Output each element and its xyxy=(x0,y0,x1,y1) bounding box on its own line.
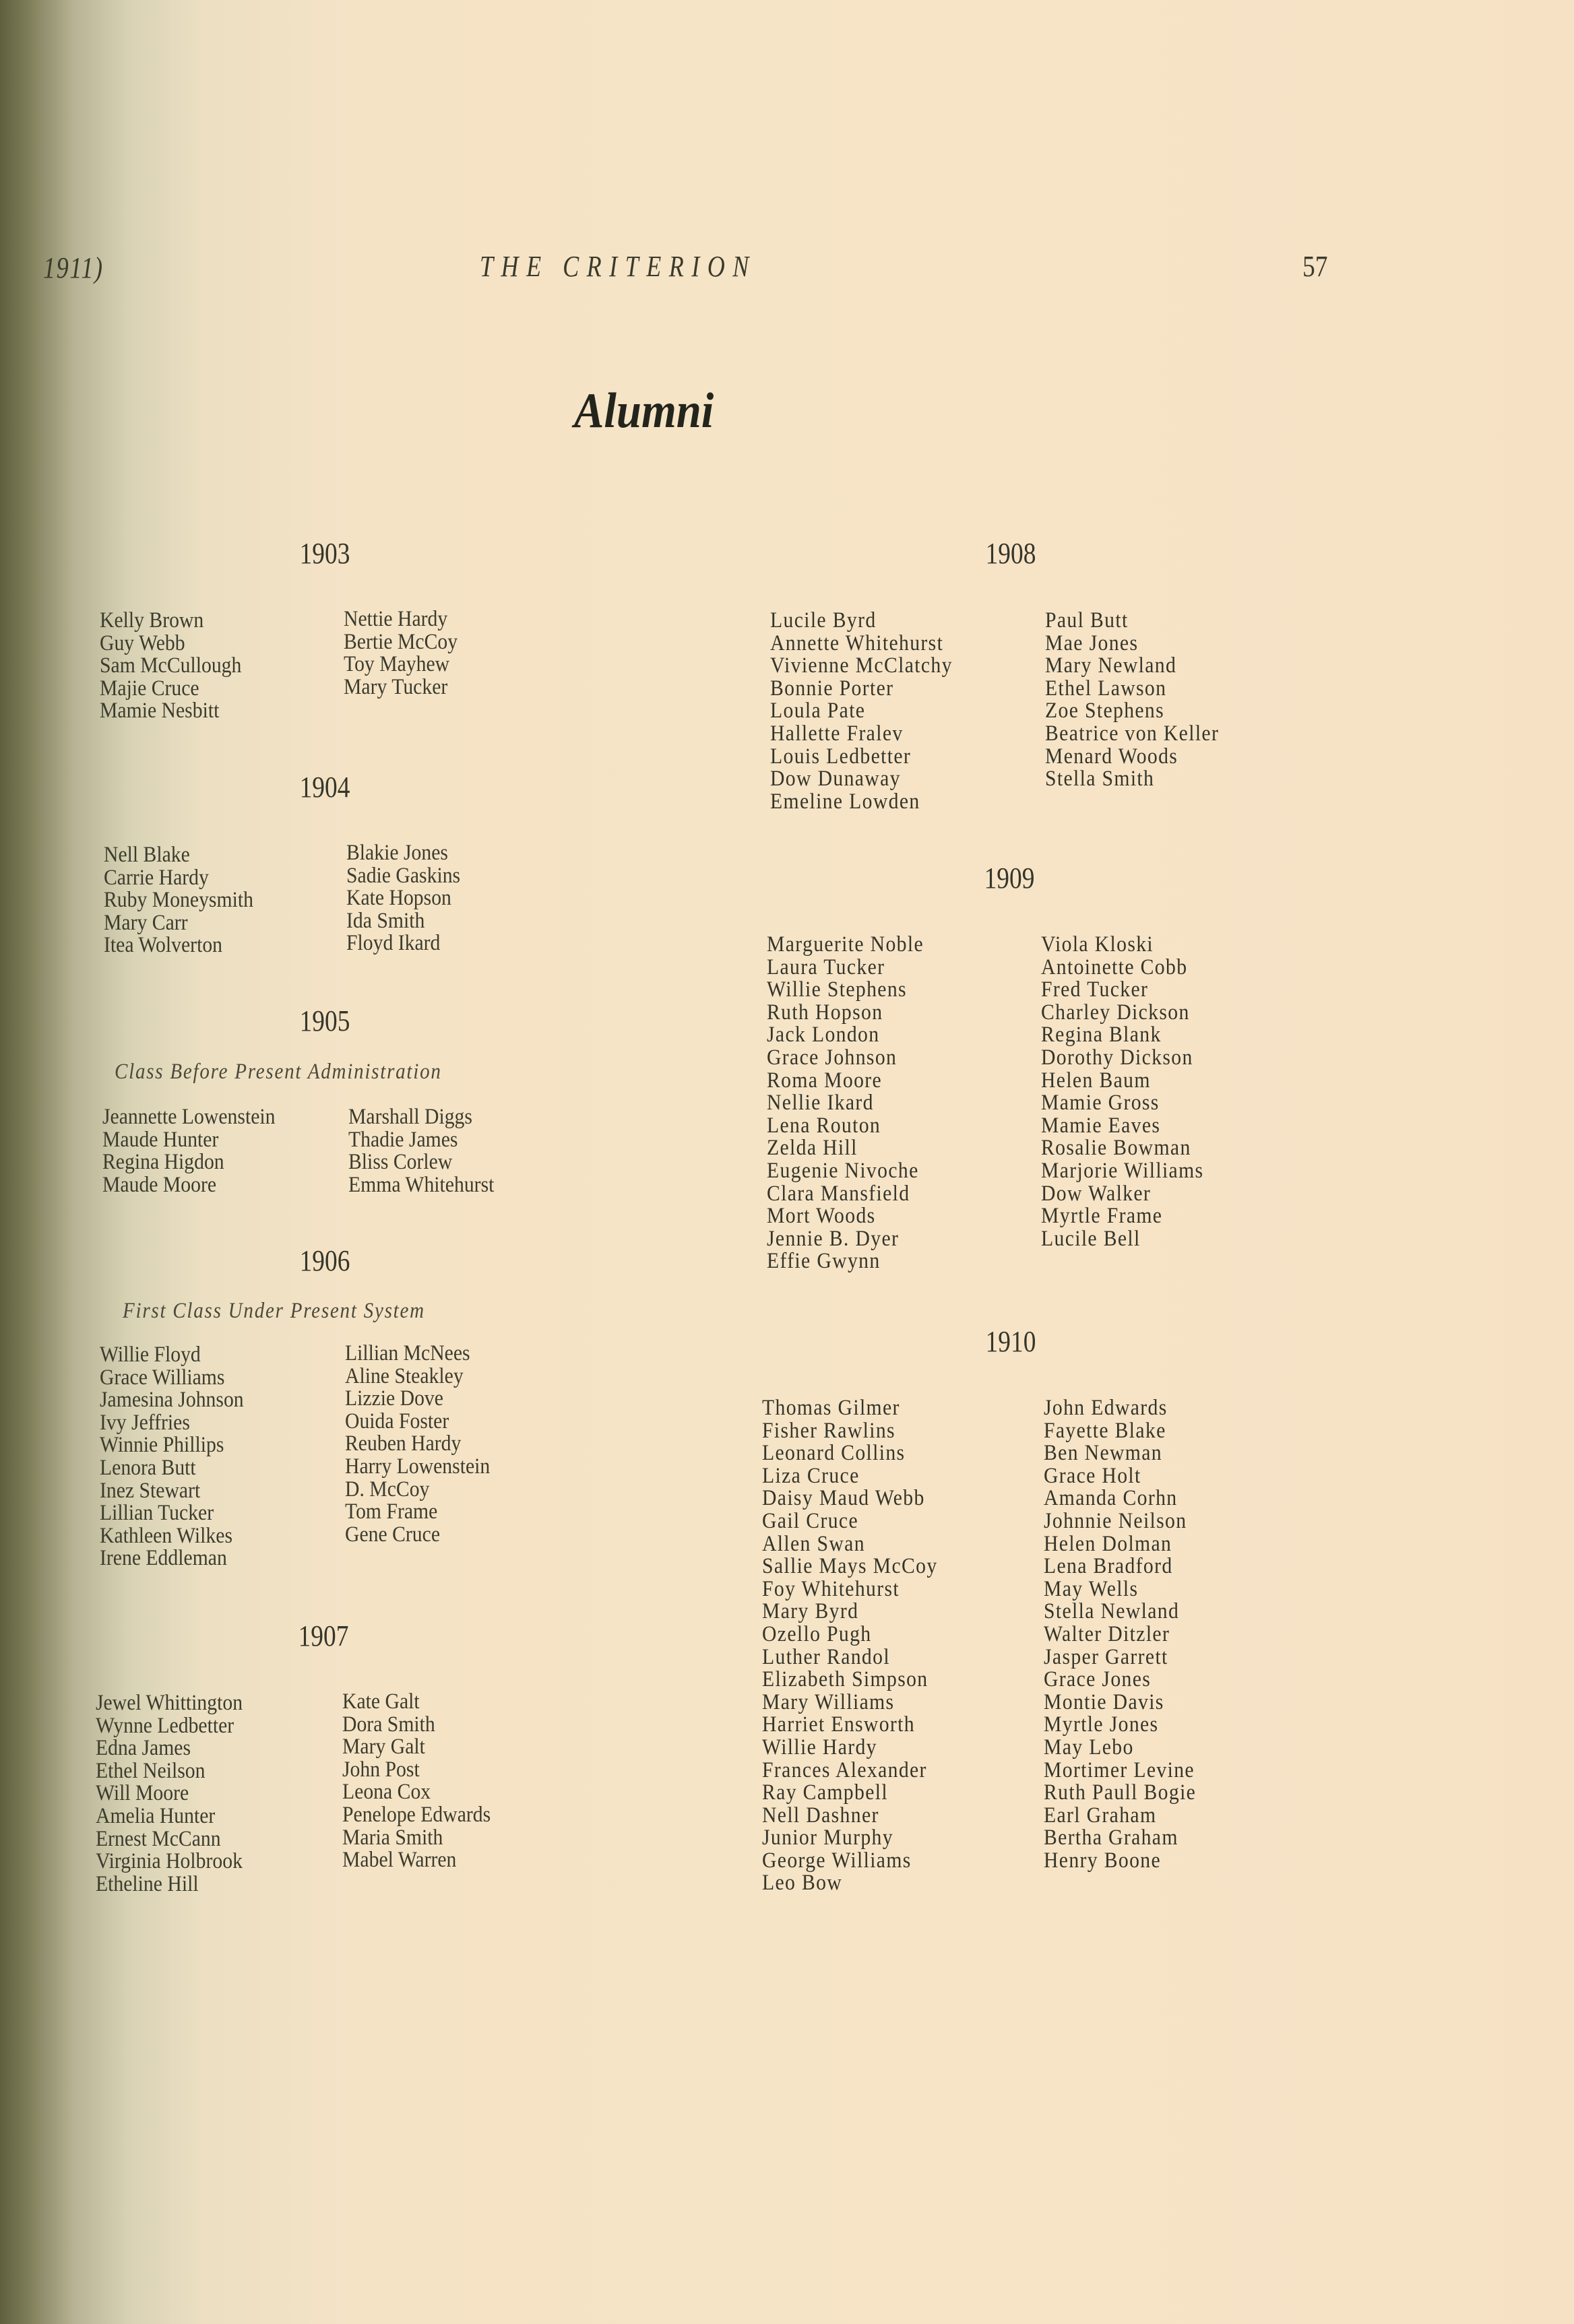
alumni-name: Bertie McCoy xyxy=(344,629,458,654)
alumni-name: Thadie James xyxy=(348,1127,458,1152)
alumni-name: Antoinette Cobb xyxy=(1041,955,1188,979)
alumni-name: Eugenie Nivoche xyxy=(767,1158,919,1183)
alumni-name: Lizzie Dove xyxy=(345,1386,443,1411)
alumni-name: Zelda Hill xyxy=(767,1136,858,1161)
alumni-name: Charley Dickson xyxy=(1041,1000,1190,1025)
alumni-name: Junior Murphy xyxy=(762,1826,893,1850)
name-list-col1 xyxy=(100,1344,244,1570)
name-list-col2 xyxy=(346,842,460,955)
alumni-name: Marshall Diggs xyxy=(348,1105,472,1129)
alumni-name: Ozello Pugh xyxy=(762,1621,872,1646)
alumni-name: Bonnie Porter xyxy=(770,676,894,701)
alumni-name: Mary Byrd xyxy=(762,1599,859,1624)
alumni-name: Winnie Phillips xyxy=(100,1433,224,1458)
alumni-name: Sam McCullough xyxy=(100,653,242,678)
alumni-name: John Post xyxy=(342,1757,420,1782)
name-list-col1 xyxy=(762,1397,938,1895)
alumni-name: Viola Kloski xyxy=(1041,932,1154,957)
alumni-name: Rosalie Bowman xyxy=(1041,1136,1191,1161)
alumni-name: Ruth Paull Bogie xyxy=(1044,1780,1197,1805)
alumni-name: Vivienne McClatchy xyxy=(770,653,953,678)
alumni-name: Penelope Edwards xyxy=(342,1802,491,1827)
alumni-name: Nell Dashner xyxy=(762,1803,879,1828)
alumni-name: Will Moore xyxy=(96,1781,189,1806)
name-list-col1 xyxy=(102,1106,275,1196)
name-list-col2 xyxy=(345,1343,490,1546)
alumni-name: May Wells xyxy=(1044,1576,1139,1601)
alumni-name: Johnnie Neilson xyxy=(1044,1508,1187,1533)
alumni-name: Toy Mayhew xyxy=(344,652,450,677)
alumni-name: Nellie Ikard xyxy=(767,1091,874,1116)
alumni-name: Wynne Ledbetter xyxy=(96,1713,234,1738)
alumni-name: Fisher Rawlins xyxy=(762,1418,895,1443)
alumni-name: Itea Wolverton xyxy=(104,933,223,958)
alumni-name: Ethel Neilson xyxy=(96,1758,206,1783)
alumni-name: D. McCoy xyxy=(345,1477,430,1502)
alumni-name: Floyd Ikard xyxy=(346,931,441,956)
alumni-name: Effie Gwynn xyxy=(767,1249,881,1274)
alumni-name: Jeannette Lowenstein xyxy=(102,1105,276,1129)
alumni-name: Bertha Graham xyxy=(1044,1826,1178,1850)
alumni-name: Mae Jones xyxy=(1045,631,1139,655)
alumni-name: Blakie Jones xyxy=(346,841,448,865)
alumni-name: Allen Swan xyxy=(762,1531,865,1556)
page-title: Alumni xyxy=(574,383,714,439)
alumni-name: Kate Hopson xyxy=(346,886,451,911)
alumni-name: Ida Smith xyxy=(346,908,425,933)
alumni-name: Gene Cruce xyxy=(345,1522,441,1547)
alumni-name: Grace Williams xyxy=(100,1365,225,1390)
alumni-name: Ivy Jeffries xyxy=(100,1410,190,1435)
alumni-name: Reuben Hardy xyxy=(345,1431,462,1456)
alumni-name: Dow Walker xyxy=(1041,1181,1152,1206)
alumni-name: Stella Smith xyxy=(1045,767,1155,792)
alumni-name: Kathleen Wilkes xyxy=(100,1523,233,1548)
alumni-name: Roma Moore xyxy=(767,1068,883,1093)
alumni-name: Ben Newman xyxy=(1044,1441,1162,1466)
alumni-name: Leo Bow xyxy=(762,1871,843,1896)
alumni-name: Emeline Lowden xyxy=(770,789,920,814)
alumni-name: Maude Hunter xyxy=(102,1127,219,1152)
alumni-name: Ernest McCann xyxy=(96,1826,221,1851)
alumni-name: Clara Mansfield xyxy=(767,1181,910,1206)
alumni-name: Inez Stewart xyxy=(100,1478,201,1503)
alumni-name: Bliss Corlew xyxy=(348,1150,453,1175)
alumni-name: Leonard Collins xyxy=(762,1441,906,1466)
alumni-name: Frances Alexander xyxy=(762,1757,927,1782)
alumni-name: Paul Butt xyxy=(1045,608,1129,633)
alumni-name: Lena Bradford xyxy=(1044,1554,1173,1579)
running-head-title: THE CRITERION xyxy=(480,250,757,283)
alumni-name: Grace Johnson xyxy=(767,1045,898,1070)
alumni-name: Marjorie Williams xyxy=(1041,1158,1204,1183)
name-list-col1 xyxy=(104,844,253,957)
alumni-name: Guy Webb xyxy=(100,631,185,655)
alumni-name: Dorothy Dickson xyxy=(1041,1045,1193,1070)
alumni-name: Gail Cruce xyxy=(762,1508,858,1533)
alumni-name: Harriet Ensworth xyxy=(762,1712,915,1737)
alumni-name: Mary Carr xyxy=(104,910,188,935)
alumni-name: Foy Whitehurst xyxy=(762,1576,900,1601)
class-year-heading: 1910 xyxy=(985,1325,1036,1358)
alumni-name: Mamie Gross xyxy=(1041,1091,1160,1116)
alumni-name: Dora Smith xyxy=(342,1712,435,1737)
alumni-name: Ethel Lawson xyxy=(1045,676,1167,701)
alumni-name: Edna James xyxy=(96,1736,191,1761)
alumni-name: Annette Whitehurst xyxy=(770,631,944,655)
alumni-name: Kate Galt xyxy=(342,1689,420,1714)
class-subtitle: First Class Under Present System xyxy=(123,1299,425,1323)
alumni-name: Beatrice von Keller xyxy=(1045,721,1220,746)
class-year-heading: 1908 xyxy=(985,537,1036,570)
page-number: 57 xyxy=(1302,250,1328,283)
alumni-name: Irene Eddleman xyxy=(100,1546,227,1571)
alumni-name: Mamie Eaves xyxy=(1041,1113,1161,1138)
alumni-name: Jennie B. Dyer xyxy=(767,1226,900,1251)
alumni-name: Ruth Hopson xyxy=(767,1000,883,1025)
alumni-name: Lillian McNees xyxy=(345,1341,470,1365)
alumni-name: Sadie Gaskins xyxy=(346,863,461,888)
alumni-name: Maria Smith xyxy=(342,1825,443,1850)
alumni-name: Elizabeth Simpson xyxy=(762,1667,928,1692)
alumni-name: Regina Blank xyxy=(1041,1023,1162,1047)
alumni-name: Aline Steakley xyxy=(345,1363,464,1388)
class-year-heading: 1906 xyxy=(299,1244,350,1277)
class-year-heading: 1907 xyxy=(298,1619,349,1652)
alumni-name: Mary Galt xyxy=(342,1735,425,1760)
alumni-name: Myrtle Frame xyxy=(1041,1204,1163,1229)
alumni-name: Mary Newland xyxy=(1045,653,1177,678)
alumni-name: Jasper Garrett xyxy=(1044,1644,1168,1669)
alumni-name: Helen Baum xyxy=(1041,1068,1151,1093)
alumni-name: Willie Hardy xyxy=(762,1735,877,1760)
alumni-name: Mortimer Levine xyxy=(1044,1757,1195,1782)
alumni-name: Ruby Moneysmith xyxy=(104,888,253,913)
alumni-name: Mort Woods xyxy=(767,1204,876,1229)
alumni-name: Kelly Brown xyxy=(100,608,204,633)
alumni-name: Leona Cox xyxy=(342,1780,431,1805)
class-subtitle: Class Before Present Administration xyxy=(115,1060,442,1084)
alumni-name: Marguerite Noble xyxy=(767,932,924,957)
alumni-name: Maude Moore xyxy=(102,1172,217,1197)
alumni-name: Virginia Holbrook xyxy=(96,1849,243,1874)
alumni-name: Tom Frame xyxy=(345,1499,438,1524)
alumni-name: Myrtle Jones xyxy=(1044,1712,1159,1737)
alumni-name: Lenora Butt xyxy=(100,1455,196,1480)
alumni-name: Regina Higdon xyxy=(102,1150,224,1175)
alumni-name: Loula Pate xyxy=(770,699,866,723)
alumni-name: Fayette Blake xyxy=(1044,1418,1166,1443)
alumni-name: John Edwards xyxy=(1044,1396,1168,1420)
alumni-name: Mary Williams xyxy=(762,1689,895,1714)
alumni-name: Ouida Foster xyxy=(345,1409,449,1433)
name-list-col1 xyxy=(767,934,924,1273)
alumni-name: Amelia Hunter xyxy=(96,1803,216,1828)
alumni-name: Mamie Nesbitt xyxy=(100,699,220,723)
alumni-name: Nettie Hardy xyxy=(344,607,448,631)
alumni-name: Daisy Maud Webb xyxy=(762,1486,925,1511)
alumni-name: Walter Ditzler xyxy=(1044,1621,1170,1646)
name-list-col1 xyxy=(770,610,953,813)
name-list-col2 xyxy=(348,1106,494,1196)
alumni-name: Laura Tucker xyxy=(767,955,885,979)
name-list-col1 xyxy=(100,610,241,723)
alumni-name: Grace Jones xyxy=(1044,1667,1152,1692)
alumni-name: Lucile Byrd xyxy=(770,608,877,633)
name-list-col2 xyxy=(342,1691,491,1872)
alumni-name: Majie Cruce xyxy=(100,676,199,701)
class-year-heading: 1909 xyxy=(984,862,1035,895)
alumni-name: Jewel Whittington xyxy=(96,1691,243,1715)
alumni-name: Stella Newland xyxy=(1044,1599,1180,1624)
alumni-name: Carrie Hardy xyxy=(104,865,209,890)
alumni-name: Harry Lowenstein xyxy=(345,1454,491,1479)
alumni-name: Willie Floyd xyxy=(100,1343,201,1367)
name-list-col2 xyxy=(1044,1397,1196,1872)
alumni-name: Fred Tucker xyxy=(1041,977,1149,1002)
name-list-col2 xyxy=(1045,610,1219,791)
alumni-name: Nell Blake xyxy=(104,843,190,867)
alumni-name: George Williams xyxy=(762,1848,912,1873)
alumni-name: Helen Dolman xyxy=(1044,1531,1172,1556)
alumni-name: Montie Davis xyxy=(1044,1689,1164,1714)
alumni-name: Amanda Corhn xyxy=(1044,1486,1178,1511)
alumni-name: Earl Graham xyxy=(1044,1803,1157,1828)
alumni-name: Mabel Warren xyxy=(342,1848,457,1873)
alumni-name: Henry Boone xyxy=(1044,1848,1162,1873)
alumni-name: Mary Tucker xyxy=(344,674,448,699)
alumni-name: Thomas Gilmer xyxy=(762,1396,900,1420)
name-list-col2 xyxy=(1041,934,1203,1250)
alumni-name: Etheline Hill xyxy=(96,1871,199,1896)
alumni-name: Jack London xyxy=(767,1023,880,1047)
alumni-name: Grace Holt xyxy=(1044,1463,1141,1488)
alumni-name: Dow Dunaway xyxy=(770,767,901,792)
alumni-name: Willie Stephens xyxy=(767,977,907,1002)
alumni-name: Menard Woods xyxy=(1045,744,1178,769)
name-list-col1 xyxy=(96,1692,243,1896)
class-year-heading: 1905 xyxy=(299,1004,350,1037)
alumni-name: Ray Campbell xyxy=(762,1780,888,1805)
alumni-name: Zoe Stephens xyxy=(1045,699,1165,723)
alumni-name: Jamesina Johnson xyxy=(100,1388,244,1413)
alumni-name: Lena Routon xyxy=(767,1113,881,1138)
alumni-name: Louis Ledbetter xyxy=(770,744,912,769)
alumni-name: Hallette Fralev xyxy=(770,721,904,746)
name-list-col2 xyxy=(344,608,458,699)
class-year-heading: 1904 xyxy=(299,771,350,804)
alumni-name: Luther Randol xyxy=(762,1644,890,1669)
alumni-name: Lillian Tucker xyxy=(100,1501,214,1526)
running-head-year: 1911) xyxy=(43,251,104,284)
alumni-name: Liza Cruce xyxy=(762,1463,860,1488)
alumni-name: May Lebo xyxy=(1044,1735,1134,1760)
alumni-name: Sallie Mays McCoy xyxy=(762,1554,938,1579)
alumni-name: Lucile Bell xyxy=(1041,1226,1141,1251)
class-year-heading: 1903 xyxy=(299,537,350,570)
alumni-name: Emma Whitehurst xyxy=(348,1172,495,1197)
